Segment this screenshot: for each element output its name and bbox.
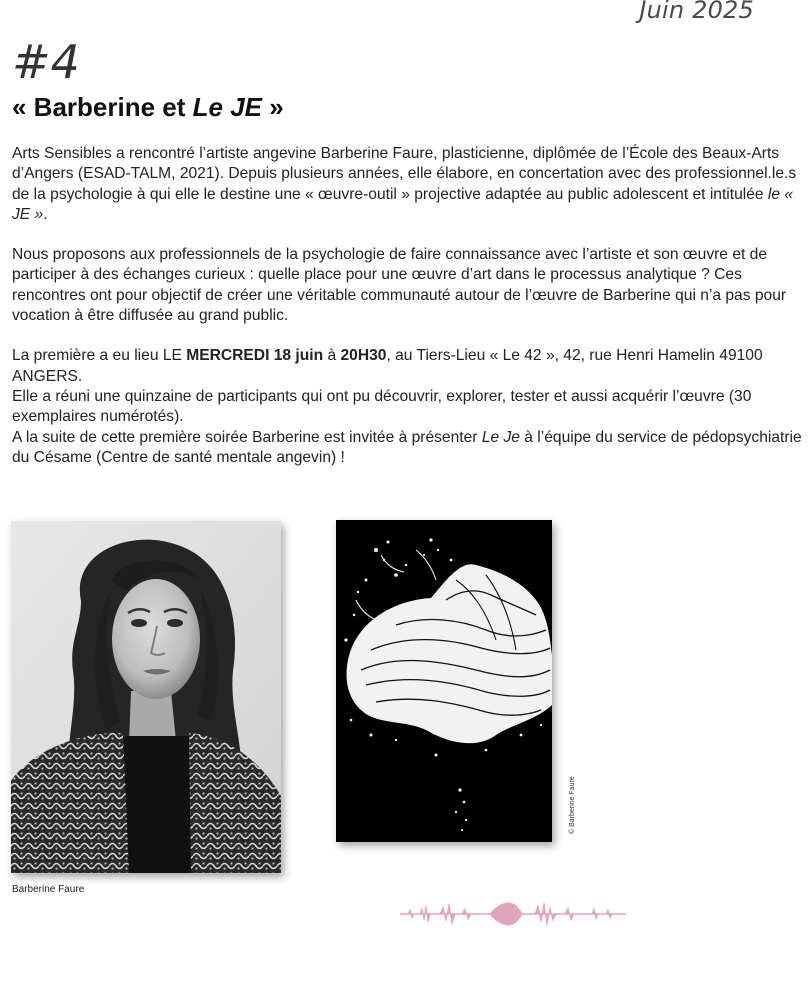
issue-number: #4 (12, 35, 80, 89)
intro-text: Arts Sensibles a rencontré l’artiste angevine Barberine Faure, plasticienne, diplômée de l’École des Beaux-Arts d’Angers (ESAD-TALM, 2021). Depuis plusieurs années, elle élabore, en concertation avec des professionnel.le.s de la psychologie à qui elle le destine une « œuvre-outil » projective adaptée au public adolescent et intitulée (12, 145, 797, 203)
intro-end: . (43, 205, 48, 223)
portrait-image (11, 521, 281, 873)
paragraph-proposal: Nous proposons aux professionnels de la psychologie de faire connaissance avec l’artiste et son œuvre et de participer à des échanges curieux : quelle place pour une œuvre d’art dans le processus analytique ? Ces rencontres ont pour objectif de créer une véritable communauté autour de l’œuvre de Barberine qui n’a pas pour vocation à être diffusée au grand public. (12, 246, 787, 325)
event-time: 20H30 (340, 347, 387, 365)
event-followup-italic: Le Je (481, 428, 520, 446)
title-start: « Barberine et (12, 92, 193, 122)
event-at: à (323, 347, 341, 365)
portrait-caption: Barberine Faure (12, 884, 85, 895)
event-participants: Elle a réuni une quinzaine de participants qui ont pu découvrir, explorer, tester et aussi acquérir l’œuvre (30 exemplaires numérotés). (12, 387, 752, 426)
issue-date: Juin 2025 (639, 0, 754, 24)
artwork-credit: © Barberine Faure (569, 776, 576, 834)
event-location: , au Tiers-Lieu « Le 42 », 42, rue Henri Hamelin 49100 ANGERS. (12, 347, 763, 385)
article-title (12, 91, 284, 123)
paragraph-event (12, 346, 802, 468)
intro-italic: le « JE » (12, 185, 794, 223)
portrait-photo (11, 521, 281, 873)
event-followup-end: à l’équipe du service de pédopsychiatrie du Césame (Centre de santé mentale angevin) ! (12, 428, 802, 466)
paragraph-intro (12, 144, 802, 225)
artwork-image (336, 520, 552, 842)
article-body (12, 144, 802, 468)
soundwave-ornament (400, 898, 626, 930)
title-italic: Le JE (192, 92, 263, 122)
event-followup-start: A la suite de cette première soirée Barberine est invitée à présenter (12, 428, 482, 446)
event-line-start: La première a eu lieu LE (12, 347, 187, 365)
artwork-drawing (336, 520, 552, 842)
title-end: » (262, 92, 284, 122)
event-date: MERCREDI 18 juin (186, 347, 324, 365)
